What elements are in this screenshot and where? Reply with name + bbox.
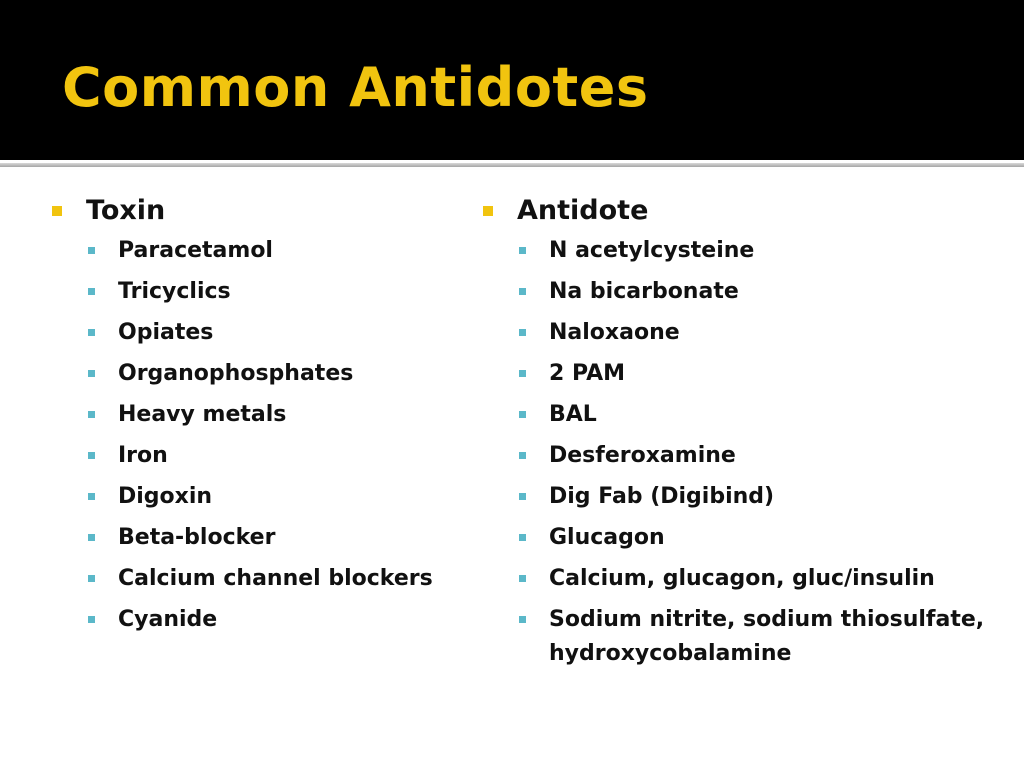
square-bullet-icon — [88, 411, 95, 418]
antidote-item: 2 PAM — [481, 357, 1001, 398]
square-bullet-icon — [483, 206, 493, 216]
antidote-item: Na bicarbonate — [481, 275, 1001, 316]
square-bullet-icon — [88, 452, 95, 459]
square-bullet-icon — [88, 616, 95, 623]
slide-title: Common Antidotes — [62, 56, 649, 119]
square-bullet-icon — [519, 329, 526, 336]
antidote-heading-label: Antidote — [517, 195, 649, 226]
antidote-item: Sodium nitrite, sodium thiosulfate, hydroxycobalamine — [481, 603, 1001, 671]
square-bullet-icon — [519, 247, 526, 254]
square-bullet-icon — [88, 247, 95, 254]
toxin-item: Organophosphates — [50, 357, 470, 398]
antidote-list — [481, 234, 1001, 671]
toxin-item: Paracetamol — [50, 234, 470, 275]
square-bullet-icon — [88, 370, 95, 377]
toxin-item: Tricyclics — [50, 275, 470, 316]
square-bullet-icon — [519, 370, 526, 377]
toxin-column — [50, 192, 470, 644]
square-bullet-icon — [52, 206, 62, 216]
toxin-item: Cyanide — [50, 603, 470, 644]
antidote-item: Calcium, glucagon, gluc/insulin — [481, 562, 1001, 603]
square-bullet-icon — [519, 616, 526, 623]
square-bullet-icon — [519, 288, 526, 295]
toxin-item: Opiates — [50, 316, 470, 357]
antidote-item: Naloxaone — [481, 316, 1001, 357]
square-bullet-icon — [519, 575, 526, 582]
toxin-heading-label: Toxin — [86, 195, 166, 226]
antidote-column — [481, 192, 1001, 671]
square-bullet-icon — [88, 288, 95, 295]
square-bullet-icon — [519, 452, 526, 459]
title-divider — [0, 163, 1024, 167]
square-bullet-icon — [88, 534, 95, 541]
toxin-item: Heavy metals — [50, 398, 470, 439]
antidote-item: Dig Fab (Digibind) — [481, 480, 1001, 521]
square-bullet-icon — [519, 493, 526, 500]
toxin-list — [50, 234, 470, 644]
title-bar — [0, 0, 1024, 160]
toxin-item: Digoxin — [50, 480, 470, 521]
square-bullet-icon — [519, 534, 526, 541]
toxin-item: Iron — [50, 439, 470, 480]
antidote-item: Desferoxamine — [481, 439, 1001, 480]
square-bullet-icon — [88, 575, 95, 582]
square-bullet-icon — [88, 493, 95, 500]
antidote-heading — [481, 192, 1001, 230]
toxin-item: Calcium channel blockers — [50, 562, 470, 603]
antidote-item: BAL — [481, 398, 1001, 439]
toxin-heading — [50, 192, 470, 230]
square-bullet-icon — [519, 411, 526, 418]
toxin-item: Beta-blocker — [50, 521, 470, 562]
antidote-item: N acetylcysteine — [481, 234, 1001, 275]
antidote-item: Glucagon — [481, 521, 1001, 562]
square-bullet-icon — [88, 329, 95, 336]
